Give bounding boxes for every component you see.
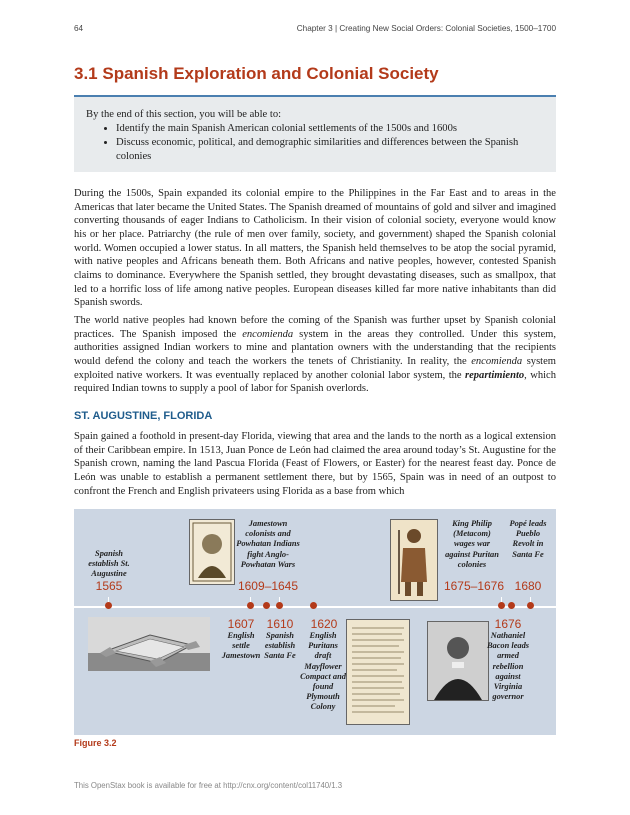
objective-item: • Identify the main Spanish American colonial settlements of the 1500s and 1600s [116, 122, 544, 136]
event-year: 1680 [514, 579, 542, 593]
page-number: 64 [74, 24, 84, 33]
running-header: Chapter 3 | Creating New Social Orders: Colonial Societies, 1500–1700 [296, 24, 556, 33]
event-year: 1610 [266, 617, 294, 631]
timeline-dot [498, 602, 505, 609]
paragraph-1: During the 1500s, Spain expanded its colonial empire to the Philippines in the Far East and to areas in the Americas that later became the United States. The Spanish dreamed of mountains of gold and silver and imagined converting thousands of eager Indians to Catholicism. In their vision of colonial society, everyone would know his or her place. Patriarchy (the rule of men over family, society, and government) shaped the Spanish colonial world. Women occupied a lower status. In all matters, the Spanish held themselves to be atop the social pyramid, with native peoples and Africans beneath them. Both Africans and native peoples, however, contested Spanish claims to dominance. Everywhere the Spanish settled, they brought devastating diseases, such as smallpox, that led to a horrific loss of life among native peoples. European diseases killed far more native inhabitants than did Spanish swords. [74, 188, 556, 309]
event-text: Nathaniel Bacon leads armed rebellion against Virginia governor [486, 631, 530, 702]
timeline-dot [310, 602, 317, 609]
term-repartimiento: repartimiento [464, 369, 525, 381]
fort-image [88, 617, 210, 671]
portrait-nathaniel-bacon [427, 621, 489, 701]
event-year: 1675–1676 [443, 579, 505, 593]
event-year: 1607 [227, 617, 255, 631]
event-text: Jamestown colonists and Powhatan Indians fight Anglo-Powhatan Wars [236, 519, 300, 569]
document-image [346, 619, 410, 725]
event-text: English settle Jamestown [221, 631, 261, 661]
timeline-dot [105, 602, 112, 609]
timeline-dot [276, 602, 283, 609]
learning-objectives-box [74, 95, 556, 172]
footer-note: This OpenStax book is available for free at http://cnx.org/content/col11740/1.3 [74, 781, 343, 790]
event-year: 1676 [494, 617, 522, 631]
p2-text: system in the areas they controlled. Under this system, authorities assigned Indian workers to mine and plantation owners with the understanding that the recipients would defend the colony and teach the workers the tenets of Christianity. In reality, the [74, 328, 556, 367]
event-text: King Philip (Metacom) wages war against Puritan colonies [445, 519, 499, 569]
p2-text: system exploited native workers. It was eventually replaced by another colonial labor system, the [74, 355, 556, 381]
event-text: Spanish establish Santa Fe [264, 631, 296, 661]
event-text: Spanish establish St. Augustine [88, 549, 130, 579]
paragraph-2 [74, 314, 556, 396]
timeline-dot [247, 602, 254, 609]
event-text: English Puritans draft Mayflower Compact and found Plymouth Colony [300, 631, 346, 712]
event-text: Popé leads Pueblo Revolt in Santa Fe [509, 519, 547, 559]
p2-text: The world native peoples had known before the coming of the Spanish was further upset by Spanish colonial practices. The Spanish imposed the [74, 315, 556, 340]
objectives-list [86, 122, 544, 164]
term-encomienda: encomienda [471, 355, 523, 367]
subheading: ST. AUGUSTINE, FLORIDA [74, 410, 213, 422]
p2-text: , which required Indian towns to supply a pool of labor for Spanish overlords. [74, 369, 556, 395]
event-year: 1565 [95, 579, 123, 593]
timeline-dot [527, 602, 534, 609]
timeline-dot [263, 602, 270, 609]
objective-item: • Discuss economic, political, and demographic similarities and differences between the Spanish colonies [116, 136, 544, 164]
paragraph-3: Spain gained a foothold in present-day Florida, viewing that area and the lands to the north as a logical extension of their Caribbean empire. In 1513, Juan Ponce de León had claimed the area around today’s St. Augustine for the Spanish crown, naming the land Pascua Florida (Feast of Flowers, or Easter) for the nearest feast day. Ponce de León was unable to establish a permanent settlement there, but by 1565, Spain was in need of an outpost to confront the French and English privateers using Florida as a base from which [74, 431, 556, 497]
figure-caption: Figure 3.2 [74, 738, 117, 748]
portrait-engraving-1 [189, 519, 235, 585]
objectives-intro: By the end of this section, you will be able to: [86, 109, 282, 120]
event-year: 1609–1645 [237, 579, 299, 593]
timeline-dot [508, 602, 515, 609]
timeline-figure [74, 509, 556, 735]
section-title: 3.1 Spanish Exploration and Colonial Society [74, 64, 439, 83]
term-encomienda: encomienda [242, 328, 294, 340]
event-year: 1620 [310, 617, 338, 631]
portrait-king-philip [390, 519, 438, 601]
